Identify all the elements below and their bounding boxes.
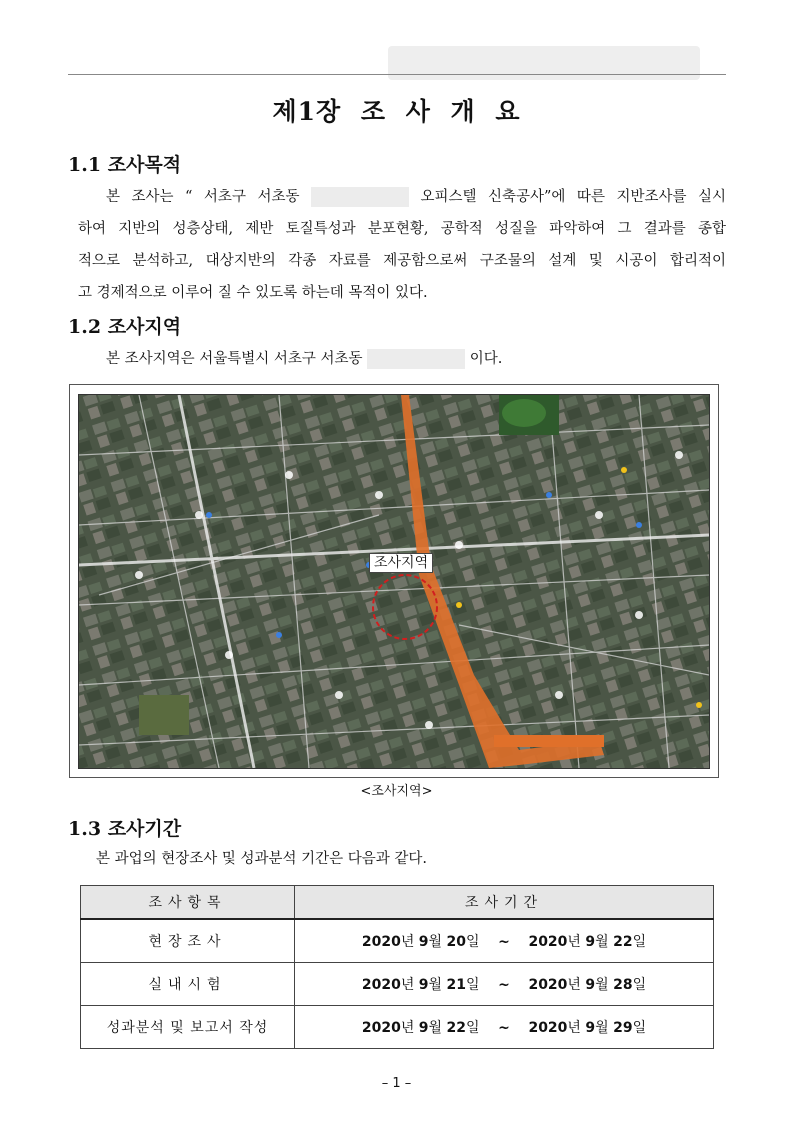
section-number: 1.3 xyxy=(68,818,102,840)
table-row xyxy=(81,1006,714,1049)
start-day: 22 xyxy=(446,1020,467,1036)
end-month: 9 xyxy=(585,977,596,993)
row-item: 현장조사 xyxy=(81,919,295,963)
purpose-line-2: 하여 지반의 성층상태, 제반 토질특성과 분포현황, 공학적 성질을 파악하여 그 결과를 종합 xyxy=(78,221,726,237)
row-item: 성과분석 및 보고서 작성 xyxy=(81,1006,295,1049)
site-map xyxy=(78,394,710,769)
location-text-a: 본 조사지역은 서울특별시 서초구 서초동 xyxy=(106,351,363,367)
range-tilde: ~ xyxy=(498,1020,510,1036)
unit-year: 년 xyxy=(400,1020,415,1036)
start-month: 9 xyxy=(418,934,429,950)
section-title-text: 조사목적 xyxy=(107,154,182,176)
end-month: 9 xyxy=(585,1020,596,1036)
end-day: 22 xyxy=(613,934,633,950)
unit-month: 월 xyxy=(428,977,443,993)
unit-day: 일 xyxy=(466,934,480,950)
unit-month: 월 xyxy=(428,934,443,950)
unit-day: 일 xyxy=(632,1020,647,1036)
section-title-text: 조사기간 xyxy=(107,818,182,840)
unit-month: 월 xyxy=(595,934,609,950)
map-label: 조사지역 xyxy=(369,553,433,573)
map-frame xyxy=(69,384,719,778)
map-caption: <조사지역> xyxy=(360,784,433,799)
section-title-text: 조사지역 xyxy=(107,316,182,338)
start-year: 2020 xyxy=(361,1020,401,1036)
location-text xyxy=(78,343,726,375)
table-row xyxy=(81,919,714,963)
unit-day: 일 xyxy=(632,977,647,993)
location-text-b: 이다. xyxy=(469,351,503,367)
redacted-address xyxy=(367,349,465,369)
unit-month: 월 xyxy=(595,1020,609,1036)
header-item: 조사항목 xyxy=(81,886,295,920)
unit-month: 월 xyxy=(428,1020,443,1036)
header-period: 조사기간 xyxy=(295,886,714,920)
header-rule xyxy=(68,74,726,75)
start-year: 2020 xyxy=(361,934,401,950)
section-heading-location xyxy=(68,312,181,339)
purpose-text-a: 본 조사는 “ 서초구 서초동 xyxy=(106,189,300,205)
aerial-map-image xyxy=(79,395,709,768)
row-period xyxy=(295,963,714,1006)
purpose-line-3: 적으로 분석하고, 대상지반의 각종 자료를 제공함으로써 구조물의 설계 및 시공이 합리적이 xyxy=(78,253,726,269)
schedule-table xyxy=(80,885,714,1049)
range-tilde: ~ xyxy=(498,934,510,950)
purpose-line-4: 고 경제적으로 이루어 질 수 있도록 하는데 목적이 있다. xyxy=(78,285,428,301)
unit-day: 일 xyxy=(466,1020,480,1036)
end-year: 2020 xyxy=(528,934,568,950)
redacted-address xyxy=(311,187,409,207)
unit-month: 월 xyxy=(595,977,609,993)
end-month: 9 xyxy=(585,934,596,950)
period-intro: 본 과업의 현장조사 및 성과분석 기간은 다음과 같다. xyxy=(96,851,428,867)
row-period xyxy=(295,1006,714,1049)
unit-day: 일 xyxy=(632,934,647,950)
section-heading-period xyxy=(68,814,181,841)
start-year: 2020 xyxy=(361,977,401,993)
row-item: 실내시험 xyxy=(81,963,295,1006)
section-number: 1.1 xyxy=(68,154,102,176)
chapter-title: 제1장 조 사 개 요 xyxy=(272,97,521,126)
table-header-row xyxy=(81,886,714,920)
start-day: 20 xyxy=(446,934,467,950)
section-number: 1.2 xyxy=(68,316,102,338)
range-tilde: ~ xyxy=(498,977,510,993)
end-day: 28 xyxy=(613,977,633,993)
page-number: – 1 – xyxy=(381,1076,412,1091)
unit-year: 년 xyxy=(400,977,415,993)
start-month: 9 xyxy=(418,977,429,993)
end-year: 2020 xyxy=(528,1020,568,1036)
purpose-line-1 xyxy=(78,181,726,213)
start-month: 9 xyxy=(418,1020,429,1036)
unit-year: 년 xyxy=(567,1020,581,1036)
table-row xyxy=(81,963,714,1006)
start-day: 21 xyxy=(446,977,467,993)
section-heading-purpose xyxy=(68,150,181,177)
unit-day: 일 xyxy=(466,977,480,993)
end-year: 2020 xyxy=(528,977,568,993)
row-period xyxy=(295,919,714,963)
end-day: 29 xyxy=(613,1020,633,1036)
purpose-text-b: 오피스텔 신축공사”에 따른 지반조사를 실시 xyxy=(420,189,726,205)
unit-year: 년 xyxy=(567,977,581,993)
unit-year: 년 xyxy=(567,934,581,950)
unit-year: 년 xyxy=(400,934,415,950)
